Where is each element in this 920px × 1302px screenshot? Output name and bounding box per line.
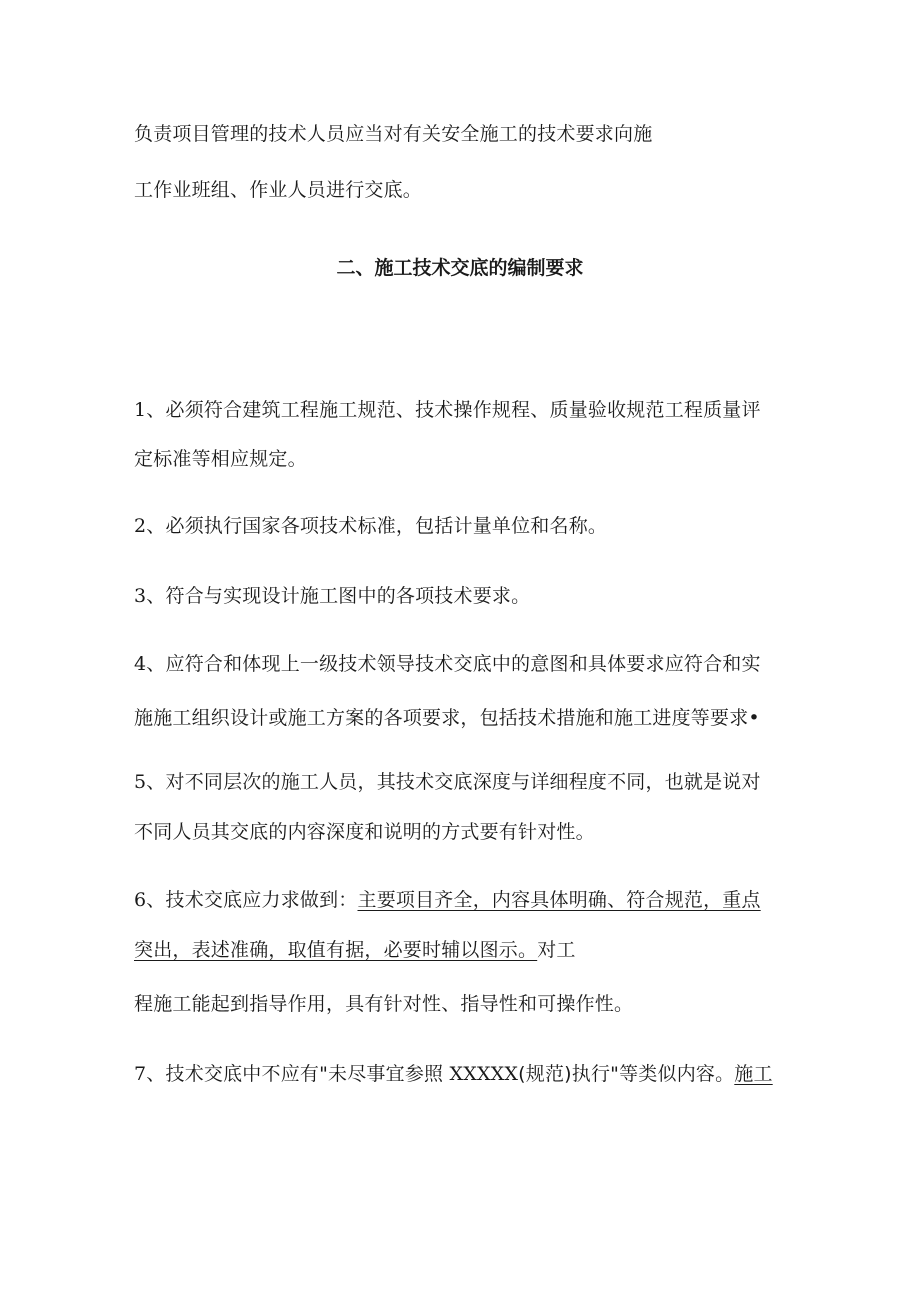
item-3-text: 、符合与实现设计施工图中的各项技术要求。: [146, 585, 531, 607]
intro-line-1: 负责项目管理的技术人员应当对有关安全施工的技术要求向施: [134, 123, 653, 145]
item-6-text-2: 对工: [537, 939, 576, 961]
item-5-text: 、对不同层次的施工人员，其技术交底深度与详细程度不同，也就是说对: [146, 771, 761, 793]
item-4-line-2: 施施工组织设计或施工方案的各项要求，包括技术措施和施工进度等要求•: [134, 707, 760, 729]
item-3-line-1: [134, 582, 530, 610]
item-6-underlined-text: 主要项目齐全，内容具体明确、符合规范，重点: [357, 889, 761, 911]
item-4-line-1: [134, 650, 761, 678]
item-6-line-2: [134, 936, 576, 964]
item-3-number: 3: [134, 585, 147, 607]
item-6-line-3: 程施工能起到指导作用，具有针对性、指导性和可操作性。: [134, 993, 634, 1015]
item-4-number: 4: [134, 653, 147, 675]
item-7-number: 7: [134, 1063, 147, 1085]
item-1-number: 1: [134, 399, 147, 421]
item-6-underlined-text-2: 突出，表述准确，取值有据，必要时辅以图示。: [134, 939, 538, 961]
intro-line-2: 工作业班组、作业人员进行交底。: [134, 179, 423, 201]
item-6-line-1: [134, 886, 761, 914]
item-7-code: XXXXX: [443, 1063, 519, 1085]
item-5-number: 5: [134, 771, 147, 793]
item-5-line-1: [134, 768, 761, 796]
item-6-number: 6: [134, 889, 147, 911]
item-6-text: 、技术交底应力求做到：: [146, 889, 358, 911]
item-7-underlined-text: 施工: [734, 1063, 773, 1085]
item-1-line-2: 定标准等相应规定。: [134, 448, 307, 470]
item-2-number: 2: [134, 515, 147, 537]
item-7-text-2: (规范)执行"等类似内容。: [518, 1063, 735, 1085]
section-title: 二、施工技术交底的编制要求: [336, 257, 584, 279]
item-2-line-1: [134, 512, 607, 540]
item-1-line-1: [134, 396, 761, 424]
item-4-text: 、应符合和体现上一级技术领导技术交底中的意图和具体要求应符合和实: [146, 653, 761, 675]
item-1-text: 、必须符合建筑工程施工规范、技术操作规程、质量验收规范工程质量评: [146, 399, 761, 421]
item-5-line-2: 不同人员其交底的内容深度和说明的方式要有针对性。: [134, 821, 595, 843]
item-2-text: 、必须执行国家各项技术标准，包括计量单位和名称。: [146, 515, 608, 537]
item-7-line-1: [134, 1060, 773, 1088]
item-7-text: 、技术交底中不应有"未尽事宜参照: [146, 1063, 444, 1085]
